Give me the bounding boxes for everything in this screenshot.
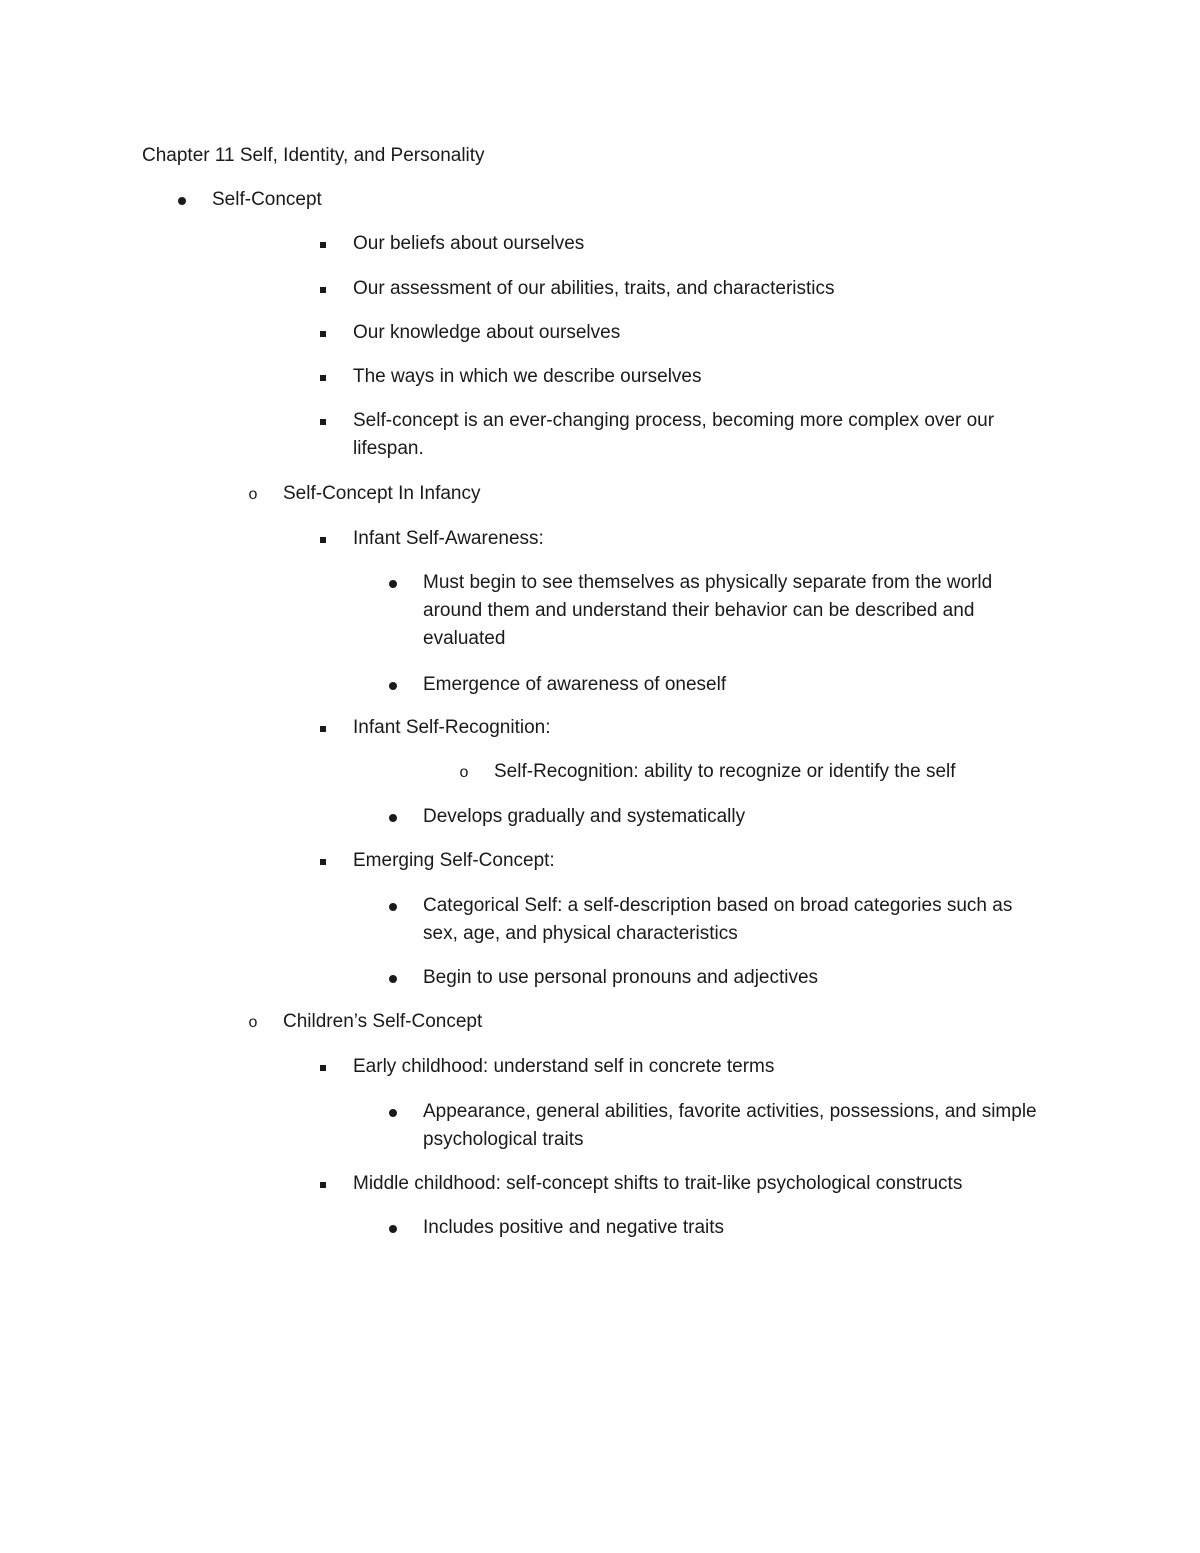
list-item-text: Categorical Self: a self-description based on broad categories such as sex, age, and physical characteristics <box>423 895 1013 944</box>
list-item-text: Self-Concept In Infancy <box>283 483 481 504</box>
list-item-text: Children’s Self-Concept <box>283 1011 483 1032</box>
bullet-square-icon <box>313 1170 333 1198</box>
list-item-text: Includes positive and negative traits <box>423 1217 725 1238</box>
bullet-square-icon <box>313 525 333 553</box>
list-item-text: Infant Self-Recognition: <box>353 717 551 738</box>
bullet-square-icon <box>313 319 333 347</box>
bullet-dot-icon <box>383 964 403 992</box>
bullet-dot-icon <box>172 186 192 214</box>
page-title: Chapter 11 Self, Identity, and Personality <box>142 145 485 166</box>
list-item-text: The ways in which we describe ourselves <box>353 366 702 387</box>
list-item-text: Self-Recognition: ability to recognize or identify the self <box>494 761 956 782</box>
bullet-square-icon <box>313 275 333 303</box>
bullet-dot-icon <box>383 892 403 920</box>
bullet-square-icon <box>313 1053 333 1081</box>
bullet-square-icon <box>313 363 333 391</box>
list-item-text: Must begin to see themselves as physically separate from the world around them and understand their behavior can be described and evaluated <box>423 572 993 649</box>
list-item-text: Our assessment of our abilities, traits, and characteristics <box>353 278 835 299</box>
bullet-circle-icon: o <box>248 1014 258 1031</box>
bullet-circle-icon: o <box>459 764 469 781</box>
list-item-text: Middle childhood: self-concept shifts to trait-like psychological constructs <box>353 1173 963 1194</box>
list-item-text: Infant Self-Awareness: <box>353 528 544 549</box>
bullet-dot-icon <box>383 569 403 597</box>
bullet-dot-icon <box>383 1098 403 1126</box>
list-item-text: Appearance, general abilities, favorite activities, possessions, and simple psychological traits <box>423 1101 1037 1150</box>
list-item-text: Begin to use personal pronouns and adjectives <box>423 967 819 988</box>
bullet-square-icon <box>313 847 333 875</box>
list-item-text: Emergence of awareness of oneself <box>423 674 727 695</box>
bullet-circle-icon: o <box>248 486 258 503</box>
list-item-text: Emerging Self-Concept: <box>353 850 555 871</box>
bullet-square-icon <box>313 230 333 258</box>
list-item-text: Develops gradually and systematically <box>423 806 746 827</box>
list-item-text: Our knowledge about ourselves <box>353 322 621 343</box>
list-item-text: Our beliefs about ourselves <box>353 233 585 254</box>
list-item-text: Early childhood: understand self in concrete terms <box>353 1056 775 1077</box>
bullet-dot-icon <box>383 1214 403 1242</box>
list-item-text: Self-concept is an ever-changing process, becoming more complex over our lifespan. <box>353 410 995 459</box>
bullet-dot-icon <box>383 803 403 831</box>
bullet-square-icon <box>313 714 333 742</box>
list-item-text: Self-Concept <box>212 189 322 210</box>
bullet-dot-icon <box>383 671 403 699</box>
bullet-square-icon <box>313 407 333 435</box>
